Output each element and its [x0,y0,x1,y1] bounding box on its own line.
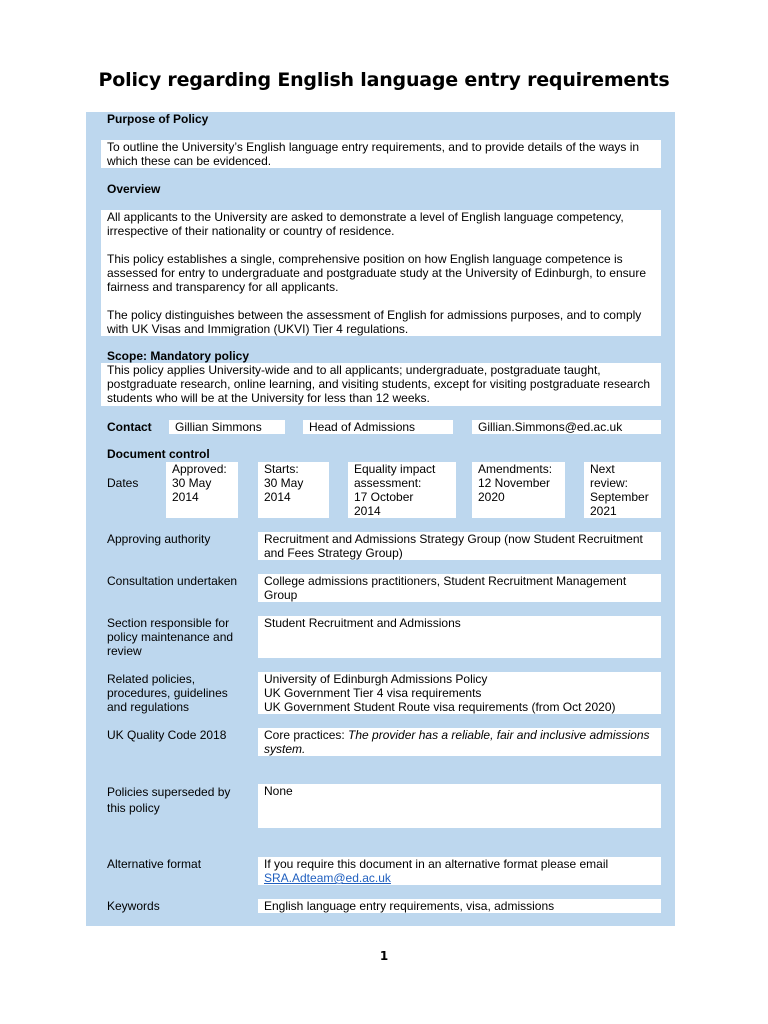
quality-label: UK Quality Code 2018 [107,728,227,742]
scope-text: This policy applies University-wide and to all applicants; undergraduate, postgraduate taught, postgraduate research, online learning, and visiting students, except for visiting postgraduate research students who will be at the University for less than 12 weeks. [107,363,650,405]
contact-email[interactable]: Gillian.Simmons@ed.ac.uk [478,420,623,434]
approving-label: Approving authority [107,532,211,546]
overview-p1: All applicants to the University are asked to demonstrate a level of English language competency, irrespective of their nationality or country of residence. [107,210,624,238]
related-box [258,672,661,714]
consultation-value: College admissions practitioners, Student Recruitment Management Group [264,574,627,602]
approved-value: Approved: 30 May 2014 [172,462,227,504]
consultation-box [258,574,661,602]
related-value: University of Edinburgh Admissions Policy UK Government Tier 4 visa requirements UK Government Student Route visa requirements (from Oct 2020) [264,672,616,714]
superseded-label: Policies superseded by this policy [107,785,231,815]
altformat-text: If you require this document in an alternative format please email [264,857,609,871]
overview-box [101,210,661,336]
keywords-label: Keywords [107,899,160,913]
page-number: 1 [379,949,389,963]
overview-p3: The policy distinguishes between the assessment of English for admissions purposes, and to comply with UK Visas and Immigration (UKVI) Tier 4 regulations. [107,308,642,336]
contact-label: Contact [107,420,152,434]
superseded-box [258,784,661,828]
contact-name-box [169,420,285,434]
equality-value: Equality impact assessment: 17 October 2014 [354,462,436,518]
dates-label: Dates [107,476,139,490]
starts-box [258,462,329,518]
scope-box [101,363,661,406]
section-value: Student Recruitment and Admissions [264,616,461,630]
overview-heading: Overview [107,182,161,196]
altformat-email-link[interactable]: SRA.Adteam@ed.ac.uk [264,871,391,885]
starts-value: Starts: 30 May 2014 [264,462,304,504]
contact-name: Gillian Simmons [175,420,262,434]
section-box [258,616,661,658]
quality-box [258,728,661,756]
quality-value [258,728,661,756]
next-review-value: Next review: September 2021 [590,462,649,518]
purpose-heading: Purpose of Policy [107,112,209,126]
altformat-box [258,857,661,885]
quality-italic: The provider has a reliable, fair and inclusive admissions system. [264,728,650,756]
altformat-value [258,857,661,885]
consultation-label: Consultation undertaken [107,574,238,588]
overview-p2: This policy establishes a single, comprehensive position on how English language competence is assessed for entry to undergraduate and postgraduate study at the University of Edinburgh, to ensure fairness and transparency for all applicants. [107,252,646,294]
contact-email-box [472,420,661,434]
approved-box [166,462,238,518]
keywords-value: English language entry requirements, visa, admissions [264,899,555,913]
approving-value: Recruitment and Admissions Strategy Group (now Student Recruitment and Fees Strategy Group) [264,532,643,560]
purpose-box [101,140,661,168]
next-review-box [584,462,661,518]
quality-prefix: Core practices: [264,728,349,742]
superseded-value: None [264,784,293,798]
amendments-box [472,462,565,518]
scope-heading: Scope: Mandatory policy [107,349,250,363]
section-label: Section responsible for policy maintenance and review [107,616,234,658]
approving-box [258,532,661,560]
purpose-text: To outline the University’s English language entry requirements, and to provide details of the ways in which these can be evidenced. [107,140,640,168]
related-label: Related policies, procedures, guidelines and regulations [107,672,228,714]
altformat-label: Alternative format [107,857,202,871]
keywords-box [258,899,661,913]
contact-role: Head of Admissions [309,420,416,434]
equality-box [348,462,456,518]
page-title: Policy regarding English language entry requirements [98,69,670,91]
amendments-value: Amendments: 12 November 2020 [478,462,553,504]
document-control-heading: Document control [107,447,210,461]
contact-role-box [303,420,453,434]
